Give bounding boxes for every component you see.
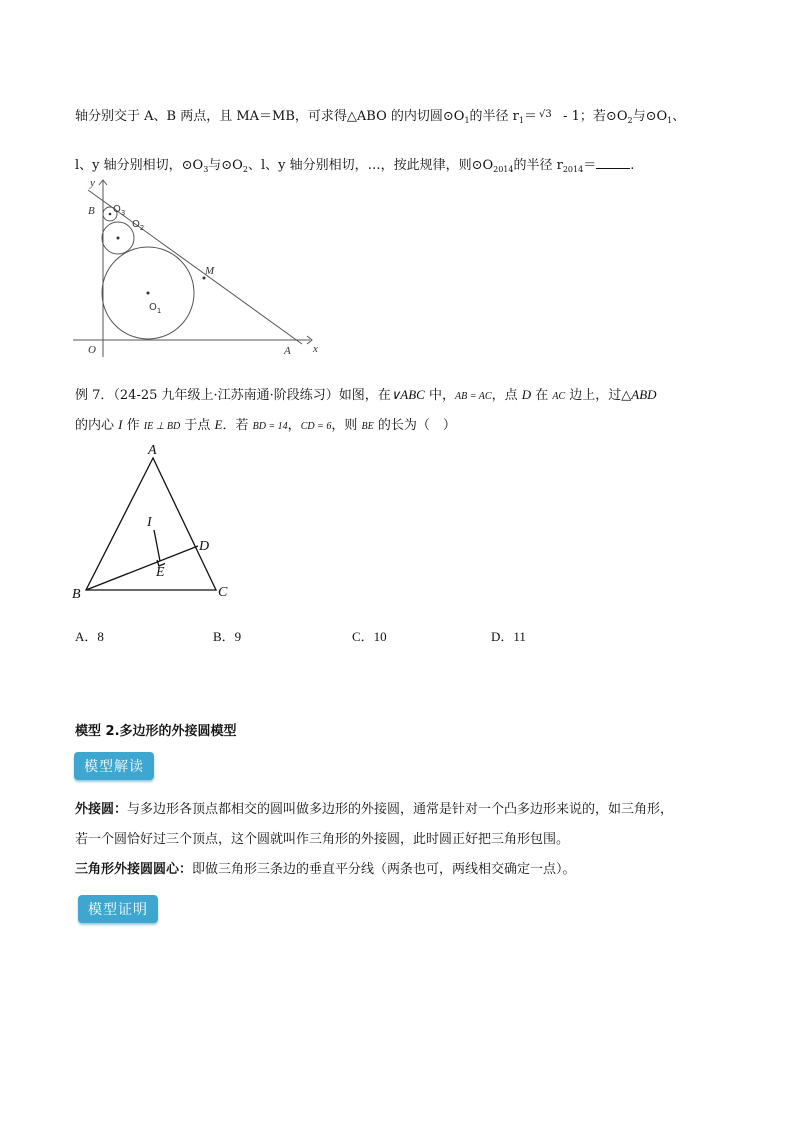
label-y: y [90,177,95,189]
model-proof-badge: 模型证明 [78,895,158,923]
segment-bd [86,546,198,590]
option-a[interactable]: A．8 [75,629,104,644]
model-interpretation-badge: 模型解读 [74,752,154,780]
label-o2: $O_2$ [132,219,145,232]
circumcircle-definition-line2: 若一个圆恰好过三个顶点，这个圆就叫作三角形的外接圆，此时圆正好把三角形包围。 [75,832,570,847]
circumcircle-definition-line1: 外接圆：与多边形各顶点都相交的圆叫做多边形的外接圆，通常是针对一个凸多边形来说的，如三角形， [75,802,674,817]
example7-line2: 的内心 I 作 IE ⊥ BD 于点 E．若 BD = 14，CD = 6，则 BE 的长为（ ） [75,417,456,433]
label-m: M [205,265,215,277]
label-o: O [88,344,96,356]
example7-line1: 例 7．（24-25 九年级上·江苏南通·阶段练习）如图，在∨ABC 中，AB = AC，点 D 在 AC 边上，过△ABD [75,387,657,403]
problem6-line2: l、y 轴分别相切，$⊙O_3$与$⊙O_2$、l、y 轴分别相切，…，按此规律，则$⊙O_{2014}$的半径 $r_{2014}=$ . [75,158,635,174]
model2-heading: 模型 2.多边形的外接圆模型 [75,724,237,739]
label-o3: $O_3$ [113,204,126,217]
tangent-circles-figure [70,172,330,362]
label-e: E [156,565,165,580]
label-a: A [284,345,291,357]
label-o1: $O_1$ [149,302,162,315]
label-x: x [313,343,318,355]
problem6-line1: 轴分别交于 A、B 两点，且 MA＝MB，可求得△ABO 的内切圆$⊙O_1$的半径 $r_1=$ √3 - 1；若$⊙O_2$与$⊙O_1$、 [75,109,686,125]
option-b[interactable]: B．9 [213,629,242,644]
label-i: I [147,515,152,530]
segment-ie [154,530,160,561]
center-o2 [117,237,120,240]
label-d: D [199,539,210,554]
circumcenter-definition: 三角形外接圆圆心：即做三角形三条边的垂直平分线（两条也可，两线相交确定一点）。 [75,862,576,877]
option-d[interactable]: D．11 [491,629,526,644]
center-o3 [109,213,112,216]
label-c: C [218,585,228,600]
center-o1 [147,292,150,295]
triangle-abc-figure [68,440,248,610]
answer-blank [596,156,630,169]
label-a: A [148,443,157,458]
option-c[interactable]: C．10 [352,629,387,644]
label-b: B [72,587,81,602]
label-b: B [88,205,95,217]
